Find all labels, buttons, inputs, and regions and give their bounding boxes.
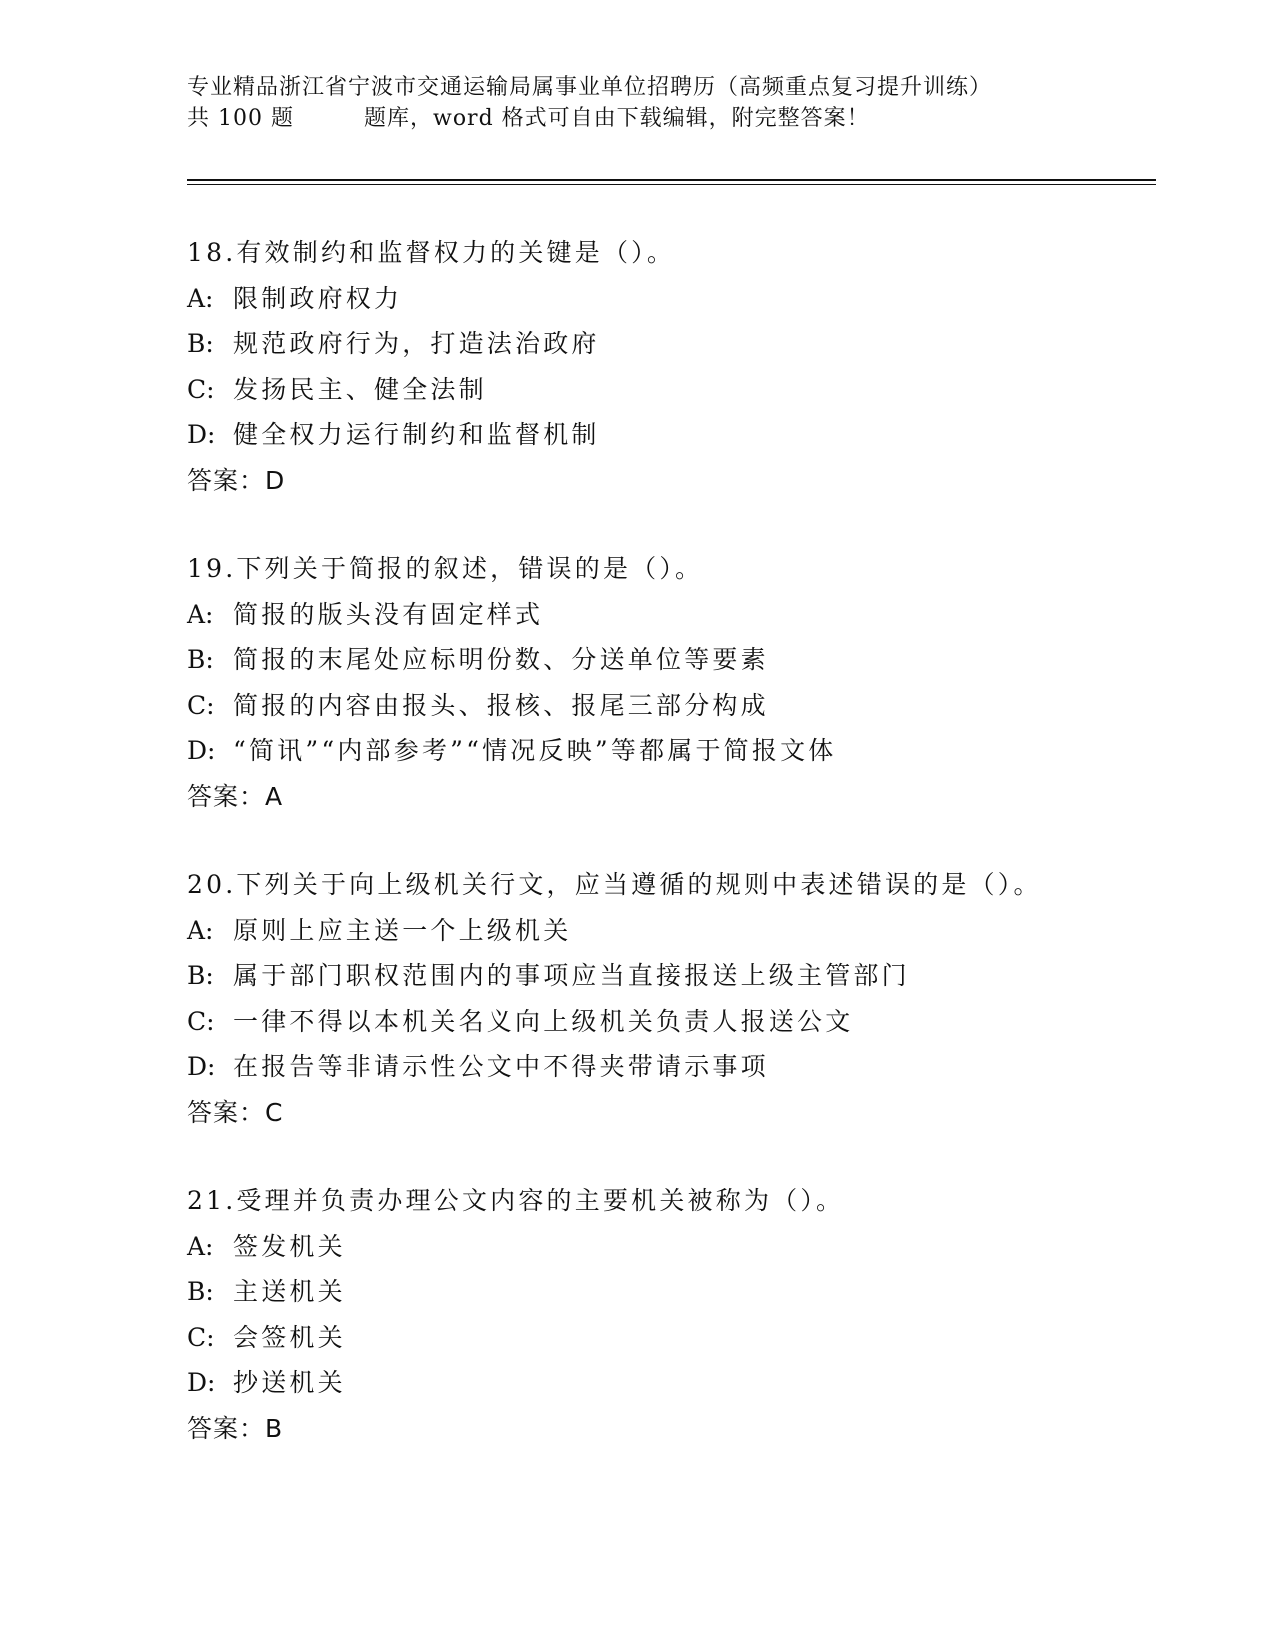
question-18 [187, 230, 1187, 503]
option-key: D: [187, 1368, 216, 1397]
option-key: B: [187, 961, 214, 990]
option-key: A: [187, 599, 214, 629]
header-divider-thin [187, 184, 1156, 185]
option-a [187, 1224, 1187, 1270]
option-b [187, 1269, 1187, 1315]
option-c [187, 1315, 1187, 1361]
option-text: “简讯”“内部参考”“情况反映”等都属于简报文体 [233, 736, 837, 765]
question-stem: 18.有效制约和监督权力的关键是（）。 [187, 238, 676, 267]
option-d [187, 1360, 1187, 1406]
option-key: D: [187, 420, 216, 449]
answer-line: 答案：C [187, 1097, 284, 1127]
option-text: 简报的内容由报头、报核、报尾三部分构成 [233, 690, 769, 720]
option-text: 主送机关 [233, 1277, 346, 1306]
option-b [187, 321, 1187, 367]
option-text: 属于部门职权范围内的事项应当直接报送上级主管部门 [233, 961, 910, 990]
answer-line: 答案：D [187, 465, 286, 495]
option-c [187, 999, 1187, 1045]
header-title-line: 专业精品浙江省宁波市交通运输局属事业单位招聘历（高频重点复习提升训练） [187, 75, 993, 100]
option-b [187, 953, 1187, 999]
option-text: 发扬民主、健全法制 [233, 374, 487, 404]
option-d [187, 728, 1187, 774]
option-text: 抄送机关 [233, 1368, 346, 1397]
option-text: 限制政府权力 [233, 283, 403, 313]
option-key: A: [187, 283, 214, 313]
option-a [187, 592, 1187, 638]
option-key: C: [187, 1006, 215, 1036]
option-key: A: [187, 915, 214, 945]
option-key: A: [187, 1231, 214, 1261]
option-b [187, 637, 1187, 683]
option-text: 简报的版头没有固定样式 [233, 599, 544, 629]
option-key: D: [187, 1052, 216, 1081]
option-d [187, 1044, 1187, 1090]
question-stem: 20.下列关于向上级机关行文，应当遵循的规则中表述错误的是（）。 [187, 870, 1042, 899]
question-list [187, 230, 1187, 1494]
question-19 [187, 546, 1187, 819]
option-key: D: [187, 736, 216, 765]
option-a [187, 276, 1187, 322]
option-a [187, 908, 1187, 954]
option-text: 会签机关 [233, 1322, 346, 1352]
header-divider-thick [187, 179, 1156, 181]
option-d [187, 412, 1187, 458]
option-text: 签发机关 [233, 1231, 346, 1261]
question-stem: 19.下列关于简报的叙述，错误的是（）。 [187, 554, 704, 583]
option-key: B: [187, 1277, 214, 1306]
option-key: B: [187, 329, 214, 358]
question-21 [187, 1178, 1187, 1451]
document-header [187, 72, 1087, 134]
header-subtitle-line [187, 103, 1087, 134]
option-text: 健全权力运行制约和监督机制 [233, 420, 600, 449]
question-count: 共 100 题 [187, 106, 294, 131]
answer-line: 答案：A [187, 781, 284, 811]
option-c [187, 683, 1187, 729]
question-20 [187, 862, 1187, 1135]
option-key: C: [187, 690, 215, 720]
option-text: 简报的末尾处应标明份数、分送单位等要素 [233, 645, 769, 674]
header-download-note: 题库，word 格式可自由下载编辑，附完整答案！ [363, 106, 870, 131]
option-text: 在报告等非请示性公文中不得夹带请示事项 [233, 1052, 769, 1081]
question-stem: 21.受理并负责办理公文内容的主要机关被称为（）。 [187, 1186, 845, 1215]
option-key: C: [187, 1322, 215, 1352]
option-text: 一律不得以本机关名义向上级机关负责人报送公文 [233, 1006, 854, 1036]
option-text: 原则上应主送一个上级机关 [233, 915, 572, 945]
option-key: C: [187, 374, 215, 404]
option-key: B: [187, 645, 214, 674]
option-c [187, 367, 1187, 413]
option-text: 规范政府行为，打造法治政府 [233, 329, 600, 358]
answer-line: 答案：B [187, 1413, 284, 1443]
